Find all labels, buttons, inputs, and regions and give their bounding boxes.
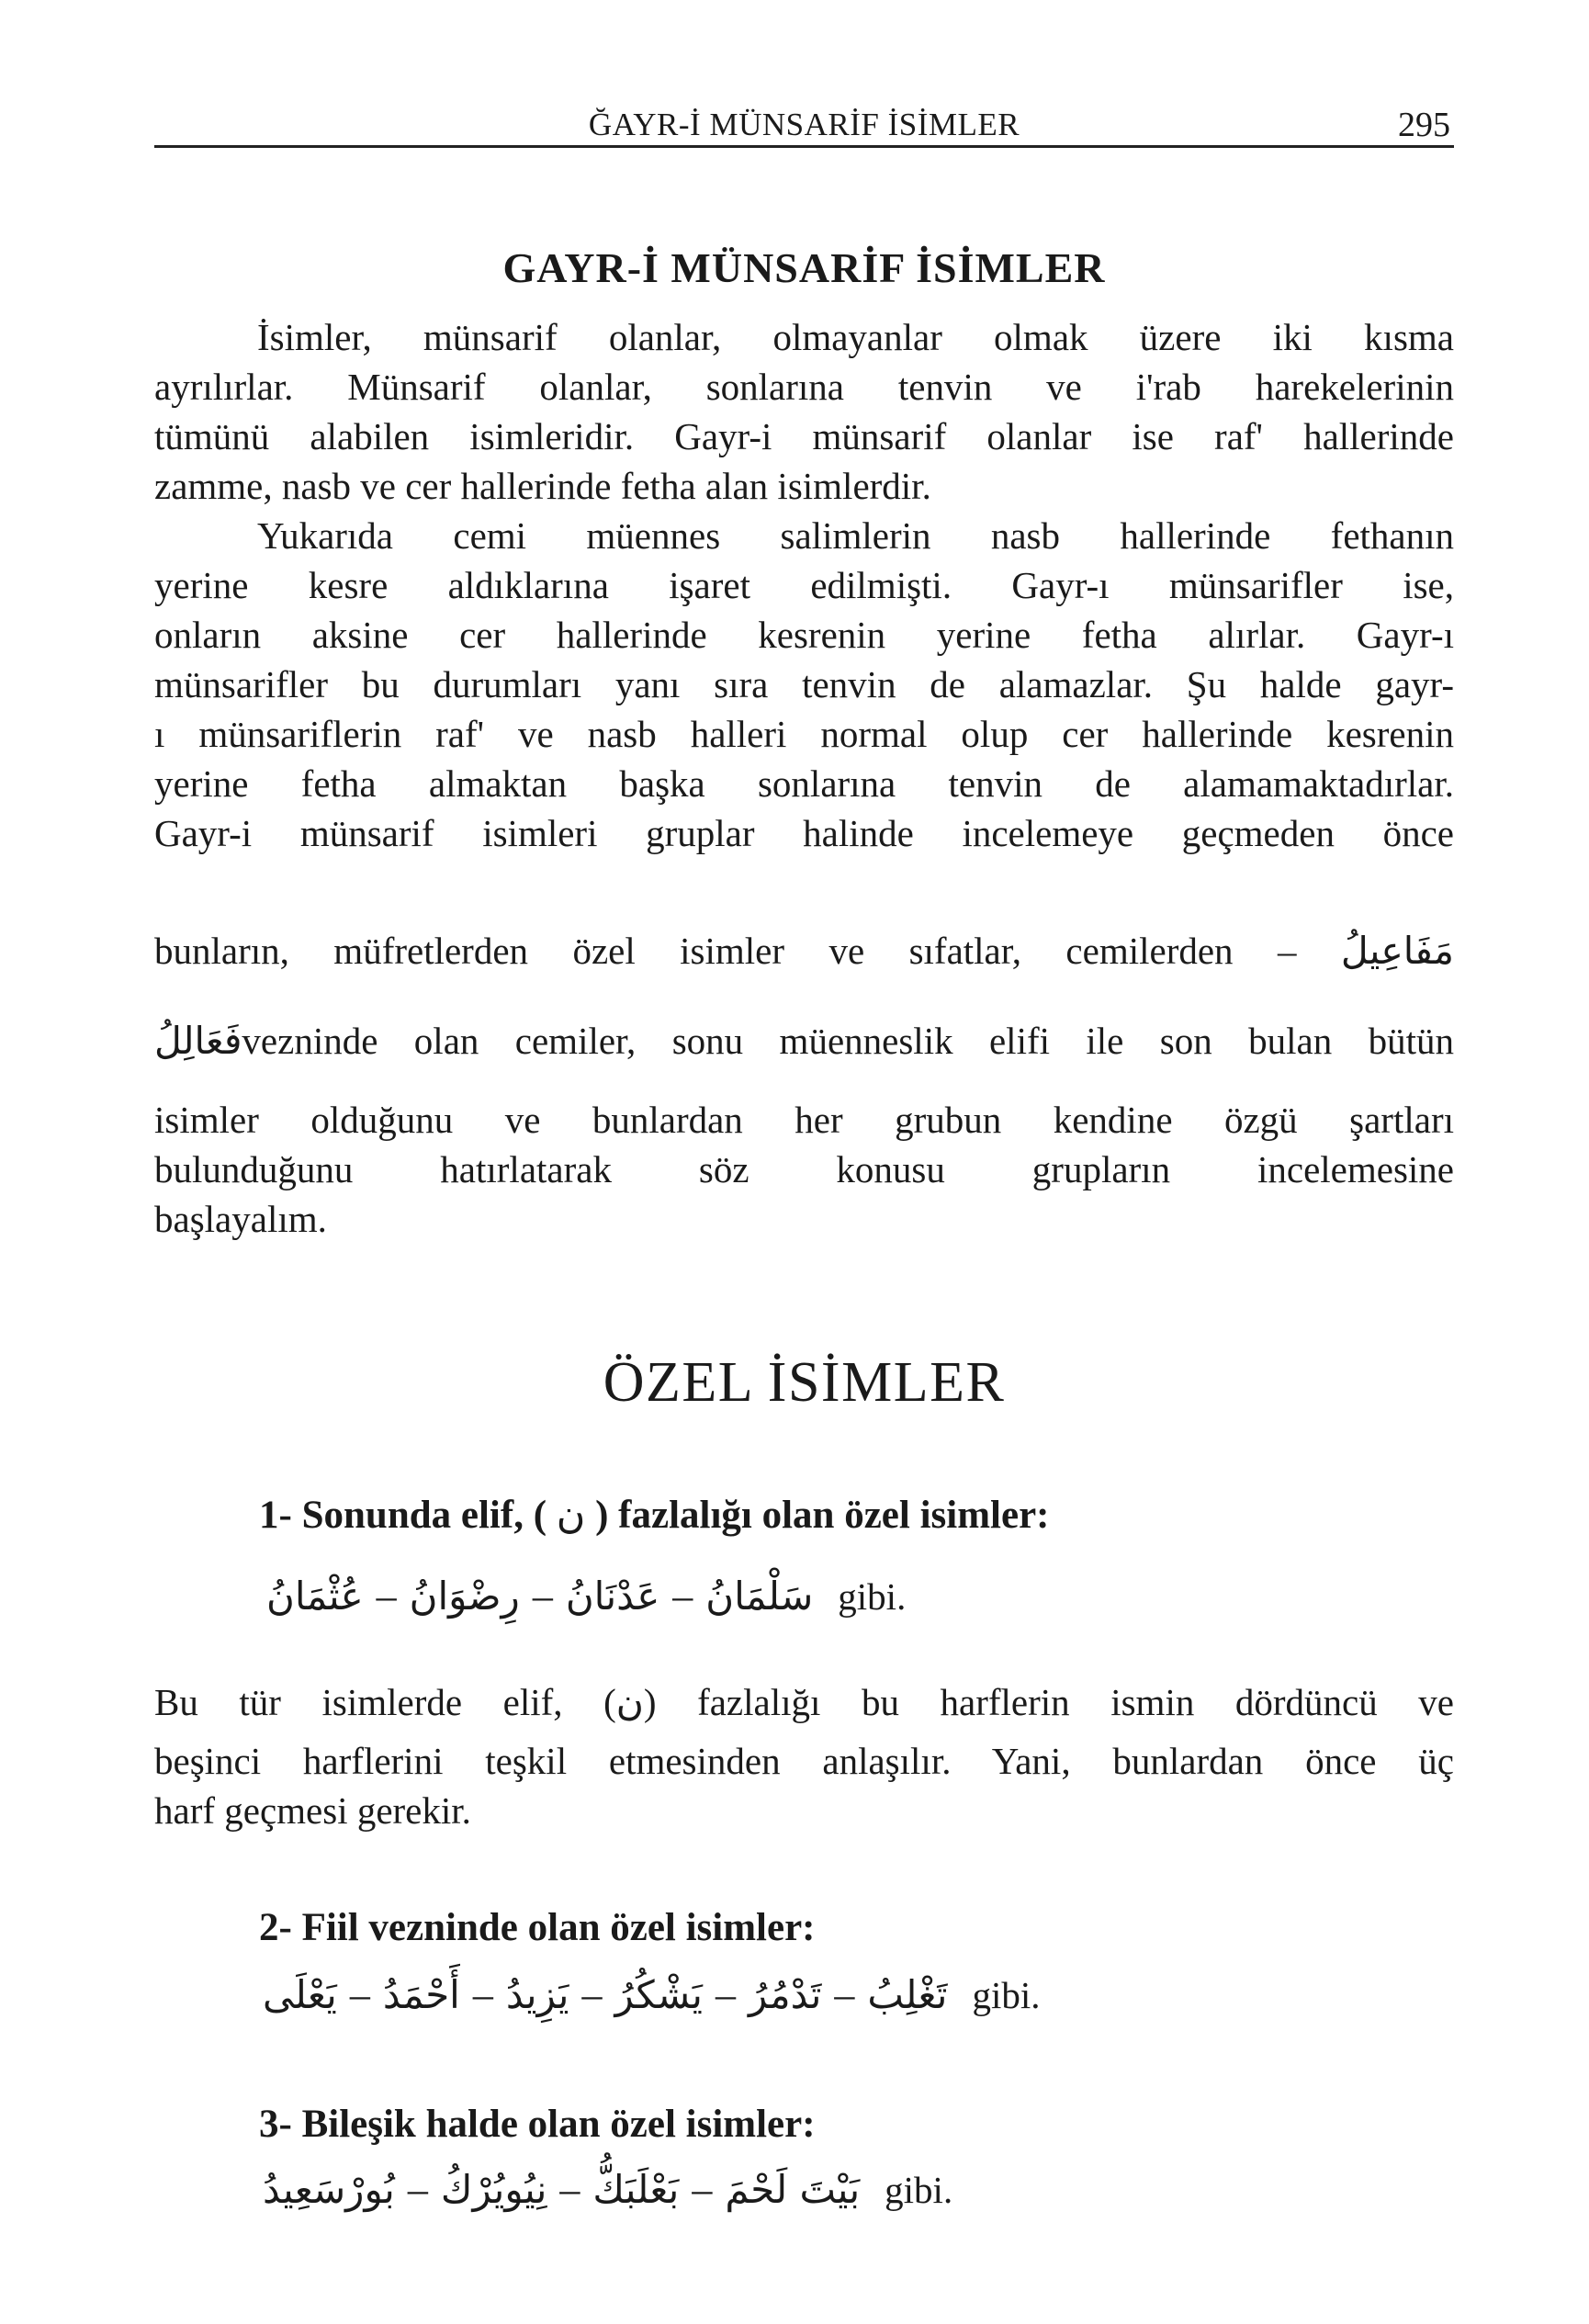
arabic-pattern-faalil: فَعَالِلُ (154, 1019, 242, 1063)
text-line (154, 926, 1454, 976)
text-line: yerine kesre aldıklarına işaret edilmişti. Gayr-ı münsarifler ise, (154, 564, 1454, 606)
paragraph-intro-2-end (154, 1095, 1454, 1244)
text-line: münsarifler bu durumları yanı sıra tenvin de alamazlar. Şu halde gayr- (154, 663, 1454, 705)
arabic-letter-nun: ن (556, 1492, 586, 1538)
text-line: tümünü alabilen isimleridir. Gayr-i münsarif olanlar ise raf' hallerinde (154, 415, 1454, 457)
text-line: başlayalım. (154, 1198, 327, 1240)
arabic-example: نِيُويُرْكُ (440, 2167, 547, 2212)
text-line: Yukarıda cemi müennes salimlerin nasb hallerinde fethanın (257, 514, 1454, 557)
text-line: ayrılırlar. Münsarif olanlar, sonlarına tenvin ve i'rab harekelerinin (154, 366, 1454, 408)
text-line: ı münsariflerin raf' ve nasb halleri normal olup cer hallerinde kesrenin (154, 713, 1454, 755)
text-line: yerine fetha almaktan başka sonlarına tenvin de alamamaktadırlar. (154, 762, 1454, 805)
paragraph-intro-2-arabic-line-1 (154, 926, 1454, 976)
chapter-title: GAYR-İ MÜNSARİF İSİMLER (502, 244, 1106, 291)
arabic-example: عُثْمَانُ (266, 1574, 364, 1619)
arabic-pattern-mafail: مَفَاعِيلُ (1340, 929, 1454, 973)
rule-3-examples: بُورْسَعِيدُ – نِيُويُرْكُ – بَعْلَبَكُّ – بَيْتَ لَحْمَ gibi. (263, 2167, 953, 2212)
gibi-label: gibi. (972, 1974, 1041, 2016)
arabic-example: يَزِيدُ (505, 1972, 569, 2017)
paragraph-intro-2 (154, 511, 1454, 858)
arabic-example: بَيْتَ لَحْمَ (725, 2167, 861, 2212)
text-line: bulunduğunu hatırlatarak söz konusu grupların incelemesine (154, 1148, 1454, 1190)
note-paragraph (154, 1677, 1454, 1835)
rule-1-heading (259, 1492, 1049, 1538)
arabic-example: تَدْمُرُ (748, 1972, 822, 2017)
arabic-example: بَعْلَبَكُّ (592, 2167, 680, 2212)
rule-2-examples: يَعْلَى – أَحْمَدُ – يَزِيدُ – يَشْكُرُ – تَدْمُرُ – تَغْلِبُ gibi. (263, 1972, 1041, 2017)
text-segment: bunların, müfretlerden özel isimler ve sıfatlar, cemilerden – (154, 930, 1297, 972)
text-segment: ) fazlalığı bu harflerin ismin dördüncü ve (643, 1681, 1455, 1723)
arabic-example: تَغْلِبُ (867, 1972, 948, 2017)
page-number: 295 (1398, 106, 1450, 144)
paragraph-intro-2-arabic-line-2 (154, 1016, 1454, 1066)
arabic-example: أَحْمَدُ (382, 1972, 460, 2017)
rule-3-heading: 3- Bileşik halde olan özel isimler: (259, 2103, 816, 2146)
text-line (154, 1016, 1454, 1066)
arabic-example: رِضْوَانُ (409, 1574, 520, 1619)
text-line: İsimler, münsarif olanlar, olmayanlar olmak üzere iki kısma (257, 316, 1454, 358)
text-line: isimler olduğunu ve bunlardan her grubun kendine özgü şartları (154, 1099, 1454, 1141)
arabic-example: بُورْسَعِيدُ (263, 2167, 395, 2212)
section-title: ÖZEL İSİMLER (603, 1351, 1006, 1414)
arabic-example: عَدْنَانُ (565, 1574, 660, 1619)
text-line: harf geçmesi gerekir. (154, 1789, 471, 1832)
arabic-example: يَعْلَى (263, 1972, 337, 2017)
gibi-label: gibi. (838, 1575, 907, 1618)
arabic-letter-nun: ن (615, 1680, 644, 1724)
text-segment: Bu tür isimlerde elif, ( (154, 1681, 616, 1723)
paragraph-intro-1 (154, 312, 1454, 511)
gibi-label: gibi. (885, 2169, 953, 2211)
arabic-example: يَشْكُرُ (614, 1972, 703, 2017)
heading-text: 1- Sonunda elif, ( (259, 1494, 547, 1537)
text-line: zamme, nasb ve cer hallerinde fetha alan isimlerdir. (154, 465, 931, 507)
text-line: onların aksine cer hallerinde kesrenin yerine fetha alırlar. Gayr-ı (154, 614, 1454, 656)
rule-2-heading: 2- Fiil vezninde olan özel isimler: (259, 1906, 816, 1949)
running-header (154, 99, 1454, 148)
text-segment: vezninde olan cemiler, sonu müenneslik elifi ile son bulan bütün (242, 1020, 1454, 1062)
text-line (154, 1677, 1454, 1727)
rule-1-examples: عُثْمَانُ – رِضْوَانُ – عَدْنَانُ – سَلْمَانُ gibi. (266, 1574, 907, 1619)
running-title: ĞAYR-İ MÜNSARİF İSİMLER (588, 107, 1020, 142)
text-line: beşinci harflerini teşkil etmesinden anlaşılır. Yani, bunlardan önce üç (154, 1740, 1454, 1782)
arabic-example: سَلْمَانُ (705, 1574, 814, 1619)
text-line: Gayr-i münsarif isimleri gruplar halinde incelemeye geçmeden önce (154, 812, 1454, 854)
heading-text: ) fazlalığı olan özel isimler: (595, 1494, 1050, 1537)
